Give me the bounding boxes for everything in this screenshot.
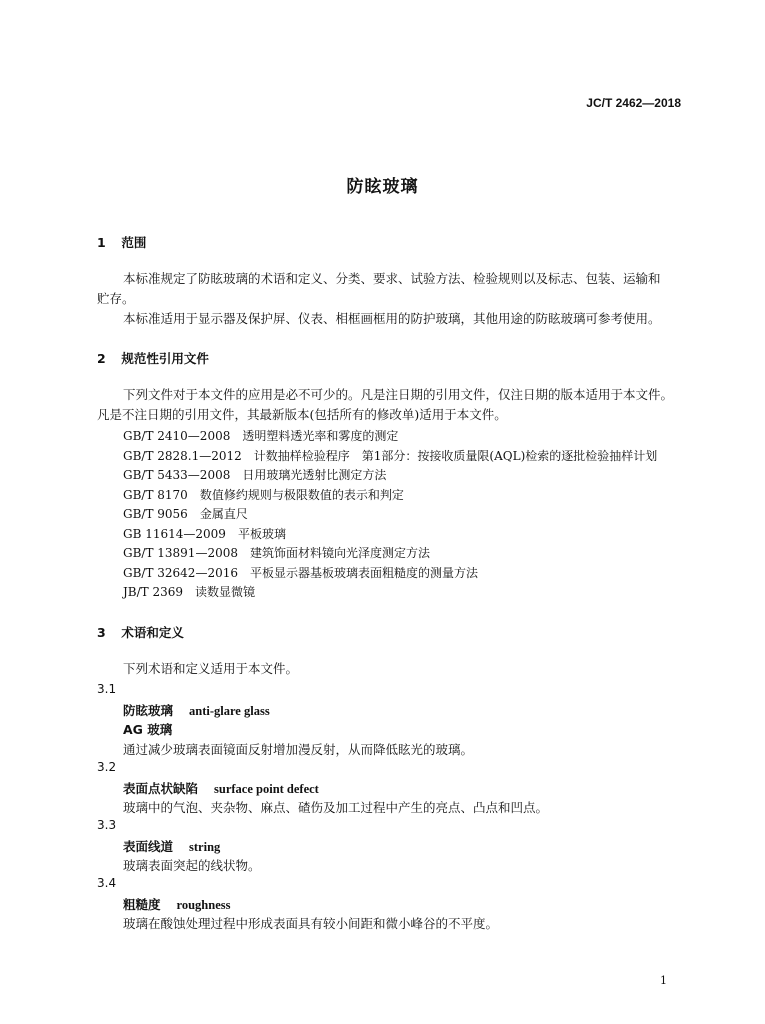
term-name-zh: 表面线道 xyxy=(123,839,174,854)
reference-code: GB/T 32642—2016 xyxy=(123,566,238,580)
page-number: 1 xyxy=(660,974,667,987)
terms-intro: 下列术语和定义适用于本文件。 xyxy=(123,661,299,676)
scope-paragraph-2: 本标准适用于显示器及保护屏、仪表、相框画框用的防护玻璃，其他用途的防眩玻璃可参考使用。 xyxy=(123,311,661,326)
reference-item xyxy=(123,505,248,522)
term-name-zh: 粗糙度 xyxy=(123,897,161,912)
reference-code: GB/T 2410—2008 xyxy=(123,429,231,443)
reference-title: 读数显微镜 xyxy=(195,585,256,599)
section-heading-terms xyxy=(97,623,184,641)
reference-item xyxy=(123,583,255,600)
references-intro-line-2: 凡是不注日期的引用文件，其最新版本(包括所有的修改单)适用于本文件。 xyxy=(97,407,507,422)
reference-code: JB/T 2369 xyxy=(123,585,184,599)
term-name-en: surface point defect xyxy=(214,782,319,796)
term-name-en: anti-glare glass xyxy=(189,704,270,718)
term-number: 3.4 xyxy=(97,876,117,890)
term-definition: 玻璃在酸蚀处理过程中形成表面具有较小间距和微小峰谷的不平度。 xyxy=(123,916,499,931)
document-title: 防眩玻璃 xyxy=(346,177,419,197)
section-number: 1 xyxy=(97,235,106,250)
term-name-zh: 表面点状缺陷 xyxy=(123,781,199,796)
section-heading-scope xyxy=(97,233,146,251)
term-name-zh: 防眩玻璃 xyxy=(123,703,174,718)
reference-title: 日用玻璃光透射比测定方法 xyxy=(242,468,387,482)
term-definition: 玻璃表面突起的线状物。 xyxy=(123,858,261,873)
term-name xyxy=(123,779,319,797)
reference-code: GB/T 8170 xyxy=(123,488,188,502)
reference-item xyxy=(123,544,430,561)
term-number: 3.1 xyxy=(97,682,117,696)
reference-item xyxy=(123,466,386,483)
references-intro-line-1: 下列文件对于本文件的应用是必不可少的。凡是注日期的引用文件，仅注日期的版本适用于本文件。 xyxy=(123,387,674,402)
term-number: 3.3 xyxy=(97,818,117,832)
reference-title: 建筑饰面材料镜向光泽度测定方法 xyxy=(249,546,430,560)
reference-code: GB/T 2828.1—2012 xyxy=(123,449,242,463)
section-number: 2 xyxy=(97,351,106,366)
term-definition: 玻璃中的气泡、夹杂物、麻点、碴伤及加工过程中产生的亮点、凸点和凹点。 xyxy=(123,800,549,815)
reference-title: 金属直尺 xyxy=(199,507,248,521)
section-number: 3 xyxy=(97,625,106,640)
term-number: 3.2 xyxy=(97,760,117,774)
section-title: 术语和定义 xyxy=(121,625,184,640)
term-alias: AG 玻璃 xyxy=(123,722,173,737)
scope-paragraph-1-line-2: 贮存。 xyxy=(97,291,135,306)
reference-item xyxy=(123,427,398,444)
reference-title: 数值修约规则与极限数值的表示和判定 xyxy=(199,488,404,502)
reference-title: 透明塑料透光率和雾度的测定 xyxy=(242,429,399,443)
section-title: 范围 xyxy=(121,235,147,250)
reference-title: 计数抽样检验程序 第1部分：按接收质量限(AQL)检索的逐批检验抽样计划 xyxy=(253,449,658,463)
reference-title: 平板显示器基板玻璃表面粗糙度的测量方法 xyxy=(249,566,478,580)
reference-item xyxy=(123,525,286,542)
reference-title: 平板玻璃 xyxy=(237,527,286,541)
reference-code: GB/T 13891—2008 xyxy=(123,546,238,560)
reference-item xyxy=(123,447,657,464)
standard-code: JC/T 2462—2018 xyxy=(586,96,681,110)
term-name-en: roughness xyxy=(176,898,231,912)
term-name xyxy=(123,895,230,913)
section-title: 规范性引用文件 xyxy=(121,351,209,366)
term-name xyxy=(123,701,270,719)
reference-code: GB/T 5433—2008 xyxy=(123,468,231,482)
reference-item xyxy=(123,486,404,503)
term-definition: 通过减少玻璃表面镜面反射增加漫反射，从而降低眩光的玻璃。 xyxy=(123,742,474,757)
section-heading-references xyxy=(97,349,209,367)
scope-paragraph-1-line-1: 本标准规定了防眩玻璃的术语和定义、分类、要求、试验方法、检验规则以及标志、包装、运输和 xyxy=(123,271,661,286)
term-name-en: string xyxy=(189,840,221,854)
reference-item xyxy=(123,564,478,581)
reference-code: GB 11614—2009 xyxy=(123,527,226,541)
reference-code: GB/T 9056 xyxy=(123,507,188,521)
term-name xyxy=(123,837,220,855)
